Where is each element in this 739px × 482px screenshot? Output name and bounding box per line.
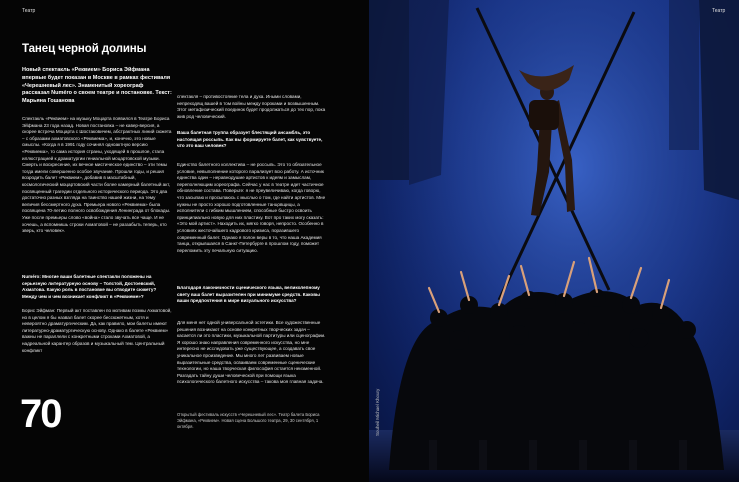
section-label: Театр (22, 8, 36, 14)
hanging-banner (369, 0, 409, 180)
dancer-crowd (389, 289, 724, 470)
event-info (177, 412, 327, 435)
column-2-question (177, 130, 327, 155)
interview-answer: Единство балетного коллектива – не россыпь. Это то обязательное условие, невыполнение которого парализует всю работу. А источник единства один – неравнодушие артистов к идеям и замыслам, переполняющим хореографа. Сейчас у нас в театре идет частичное обновление состава. Поверьте: я не преувеличиваю, когда говорю, что засыпаю и просыпаюсь с мыслью о том, где найти артистов. Мне нужны не просто хорошо подготовленные танцовщицы, а исполнители с гибким мышлением, способные быстро освоить принципиально новую для них пластику. Вот про таких могу сказать: «Это мой артист». Находить их, мягко говоря, непросто. Особенно в условиях жесточайшего кадрового кризиса, поразившего современный балет. Однако я полон веры в то, что наша Академия танца, открывшаяся в Санкт-Петербурге в прошлом году, поможет переломить эту печальную ситуацию. (177, 162, 326, 253)
column-2-paragraph (177, 94, 327, 125)
column-2-question-2 (177, 285, 327, 310)
interview-question: Numéro: Многие ваши балетные спектакли положены на серьезную литературную основу – Толстой, Достоевский, Ахматова. Какую роль в постановке вы отводите сюжету? Между чем и чем возникает конфликт в «Реквиеме»? (22, 274, 157, 299)
stage-photo (369, 0, 739, 482)
hanging-banner (669, 0, 699, 150)
text-page (0, 0, 369, 482)
article-title: Танец черной долины (22, 43, 147, 55)
paragraph: Спектакль «Реквием» на музыку Моцарта появился в Театре Бориса Эйфмана 23 года назад. Новая постановка – не кавер-версия, а скорее встреча Моцарта с Шостаковичем, абстрактных линий сюжета – с образами ахматовского «Реквиема», и, конечно, это новые смыслы. «Когда я в 1991 году сочинял одноактную версию «Реквиема», то сама история страны, уходящей в прошлое, стала иллюстрацией к драматургии гениальной моцартовской музыки. Смерть и воскресение, их вечное мистическое единство – эти темы тогда имели совершенно особое звучание. Прошли годы, и решил возродить балет «Реквием», добавив в масштабный, космологический моцартовский части более камерный балетный акт, посвященный трагедии отдельного исторического периода. Это два достаточно разных взгляда на таинство нашей жизни, на тему величия бессмертного духа. Премьера нового «Реквиема» была посвящена 70-летию полного освобождения Ленинграда от блокады. Уже после премьеры слово «война» стало звучать все чаще. И не хочешь, а вспомнишь строки Ахматовой – не раззабыть теперь, кто зверь, кто человек». (22, 116, 172, 234)
hanging-banner (699, 0, 739, 200)
column-2-answer-2 (177, 320, 327, 391)
interview-question: Ваша балетная труппа образует блестящий ансамбль, это настоящая россыпь. Как вы формируете балет, как чувствуете, что это ваш человек? (177, 130, 323, 149)
column-2-answer (177, 162, 327, 259)
stage-photo-illustration (369, 0, 739, 482)
event-info-text: Открытый фестиваль искусств «Черешневый лес». Театр балета Бориса Эйфмана, «Реквием». Новая сцена Большого театра, 29, 30 сентября, 1 октября. (177, 412, 320, 429)
article-lead: Новый спектакль «Реквием» Бориса Эйфмана впервые будет показан в Москве в рамках фестиваля «Черешневый лес». Знаменитый хореограф рассказал Numéro о своем театре и постановке. Текст: Марьяна Гошанова (22, 67, 172, 105)
interview-answer: Для меня нет одной универсальной эстетики. Все художественные решения возникают на основе конкретных творческих задач – касается ли это пластики, музыкальной партитуры или сценографии. Я хорошо знаю направления современного искусства, но мне интересно не исследовать уже существующее, а создавать свое уникальное произведение. Мы много лет развиваем новые выразительные средства, осваиваем современные сценические технологии, но наша творческая философия остается неизменной. Разгадать тайну души человеческой при помощи языка психологического балетного искусства – такова моя главная задача. (177, 320, 326, 385)
photo-credit: Souheil Michael Khoury (375, 388, 380, 436)
column-1-paragraph (22, 116, 172, 240)
interview-question: Благодаря лаконичности сценического языка, великолепному свету ваш балет выразителен при минимуме средств. Каковы ваши предпочтения в мире визуального искусства? (177, 285, 320, 304)
section-label-right: Театр (712, 8, 726, 14)
column-1-answer (22, 308, 172, 359)
page-number: 70 (20, 392, 61, 436)
interview-answer: Борис Эйфман: Первый акт поставлен по мотивам поэмы Ахматовой, но в целом я бы назвал балет скорее бессюжетным, хотя и невероятно драматургическим. Да, как правило, мои балеты имеют литературно-драматургическую основу. Однако в балете «Реквием» важны не параллели с конкретными строками Ахматовой, а надреальной карантер образов и музыкальный тем. Центральный конфликт (22, 308, 172, 353)
paragraph: спектакля – противостояние тела и духа. Иными словами, непреходящ вашей в том войны между пороками и возвышенным. Этот метафизический поединок будет продолжаться до тех пор, пока жив род человеческий. (177, 94, 326, 119)
column-1-question (22, 274, 172, 305)
